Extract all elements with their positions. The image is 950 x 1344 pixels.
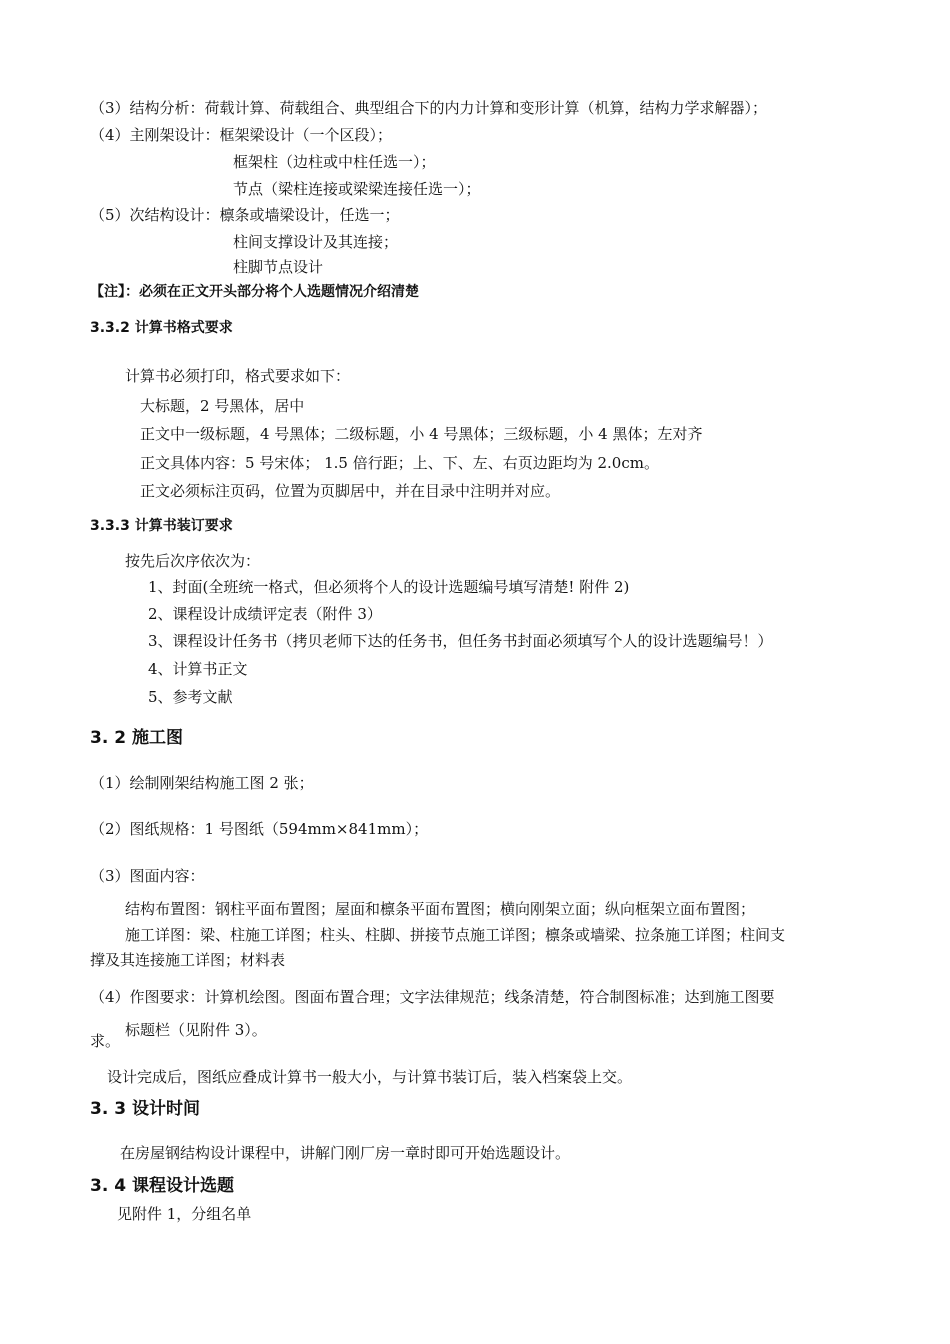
design-item-5-base: 柱脚节点设计: [233, 258, 324, 276]
time-text: 在房屋钢结构设计课程中，讲解门刚厂房一章时即可开始选题设计。: [120, 1144, 571, 1162]
drawings-item-2: （2）图纸规格：1 号图纸（594mm×841mm）；: [90, 820, 429, 838]
drawings-closing: 设计完成后，图纸应叠成计算书一般大小，与计算书装订后，装入档案袋上交。: [107, 1068, 633, 1086]
drawings-content-details-cont: 撑及其连接施工详图；材料表: [90, 951, 286, 969]
section-heading-binding: 3.3.3 计算书装订要求: [90, 518, 233, 534]
design-item-3: （3）结构分析：荷载计算、荷载组合、典型组合下的内力计算和变形计算（机算，结构力学求解器）；: [90, 99, 768, 117]
section-heading-time: 3. 3 设计时间: [90, 1099, 200, 1119]
drawings-item-4: （4）作图要求：计算机绘图。图面布置合理；文字法律规范；线条清楚，符合制图标准；达到施工图要: [90, 988, 775, 1006]
format-intro: 计算书必须打印，格式要求如下：: [125, 367, 351, 385]
binding-intro: 按先后次序依次为：: [125, 552, 261, 570]
binding-item: 1、封面(全班统一格式，但必须将个人的设计选题编号填写清楚! 附件 2): [148, 578, 630, 596]
binding-item: 5、参考文献: [148, 688, 233, 706]
format-line: 大标题，2 号黑体，居中: [140, 397, 305, 415]
binding-item: 3、课程设计任务书（拷贝老师下达的任务书，但任务书封面必须填写个人的设计选题编号！）: [148, 632, 773, 650]
binding-item: 2、课程设计成绩评定表（附件 3）: [148, 605, 382, 623]
drawings-item-1: （1）绘制刚架结构施工图 2 张；: [90, 774, 314, 792]
section-heading-format: 3.3.2 计算书格式要求: [90, 320, 233, 336]
note-text: 【注】：必须在正文开头部分将个人选题情况介绍清楚: [90, 284, 419, 300]
section-heading-topic: 3. 4 课程设计选题: [90, 1176, 234, 1196]
format-line: 正文必须标注页码，位置为页脚居中，并在目录中注明并对应。: [140, 482, 561, 500]
section-heading-drawings: 3. 2 施工图: [90, 728, 183, 748]
design-item-4-column: 框架柱（边柱或中柱任选一）；: [233, 153, 436, 171]
drawings-item-3: （3）图面内容：: [90, 867, 205, 885]
design-item-4: （4）主刚架设计：框架梁设计（一个区段）；: [90, 126, 393, 144]
topic-text: 见附件 1，分组名单: [117, 1205, 252, 1223]
format-line: 正文中一级标题，4 号黑体；二级标题，小 4 号黑体；三级标题，小 4 黑体；左对齐: [140, 425, 703, 443]
design-item-5-bracing: 柱间支撑设计及其连接；: [233, 233, 399, 251]
design-item-5: （5）次结构设计：檩条或墙梁设计，任选一；: [90, 206, 400, 224]
format-line: 正文具体内容：5 号宋体； 1.5 倍行距；上、下、左、右页边距均为 2.0cm。: [140, 454, 659, 472]
drawings-content-details: 施工详图：梁、柱施工详图；柱头、柱脚、拼接节点施工详图；檩条或墙梁、拉条施工详图；柱间支: [125, 926, 786, 944]
drawings-item-4-cont: 求。: [90, 1032, 121, 1050]
binding-item: 4、计算书正文: [148, 660, 248, 678]
design-item-4-joint: 节点（梁柱连接或梁梁连接任选一）；: [233, 180, 481, 198]
drawings-content-layout: 结构布置图：钢柱平面布置图；屋面和檩条平面布置图；横向刚架立面；纵向框架立面布置图；: [125, 900, 756, 918]
drawings-title-block: 标题栏（见附件 3）。: [125, 1021, 267, 1039]
